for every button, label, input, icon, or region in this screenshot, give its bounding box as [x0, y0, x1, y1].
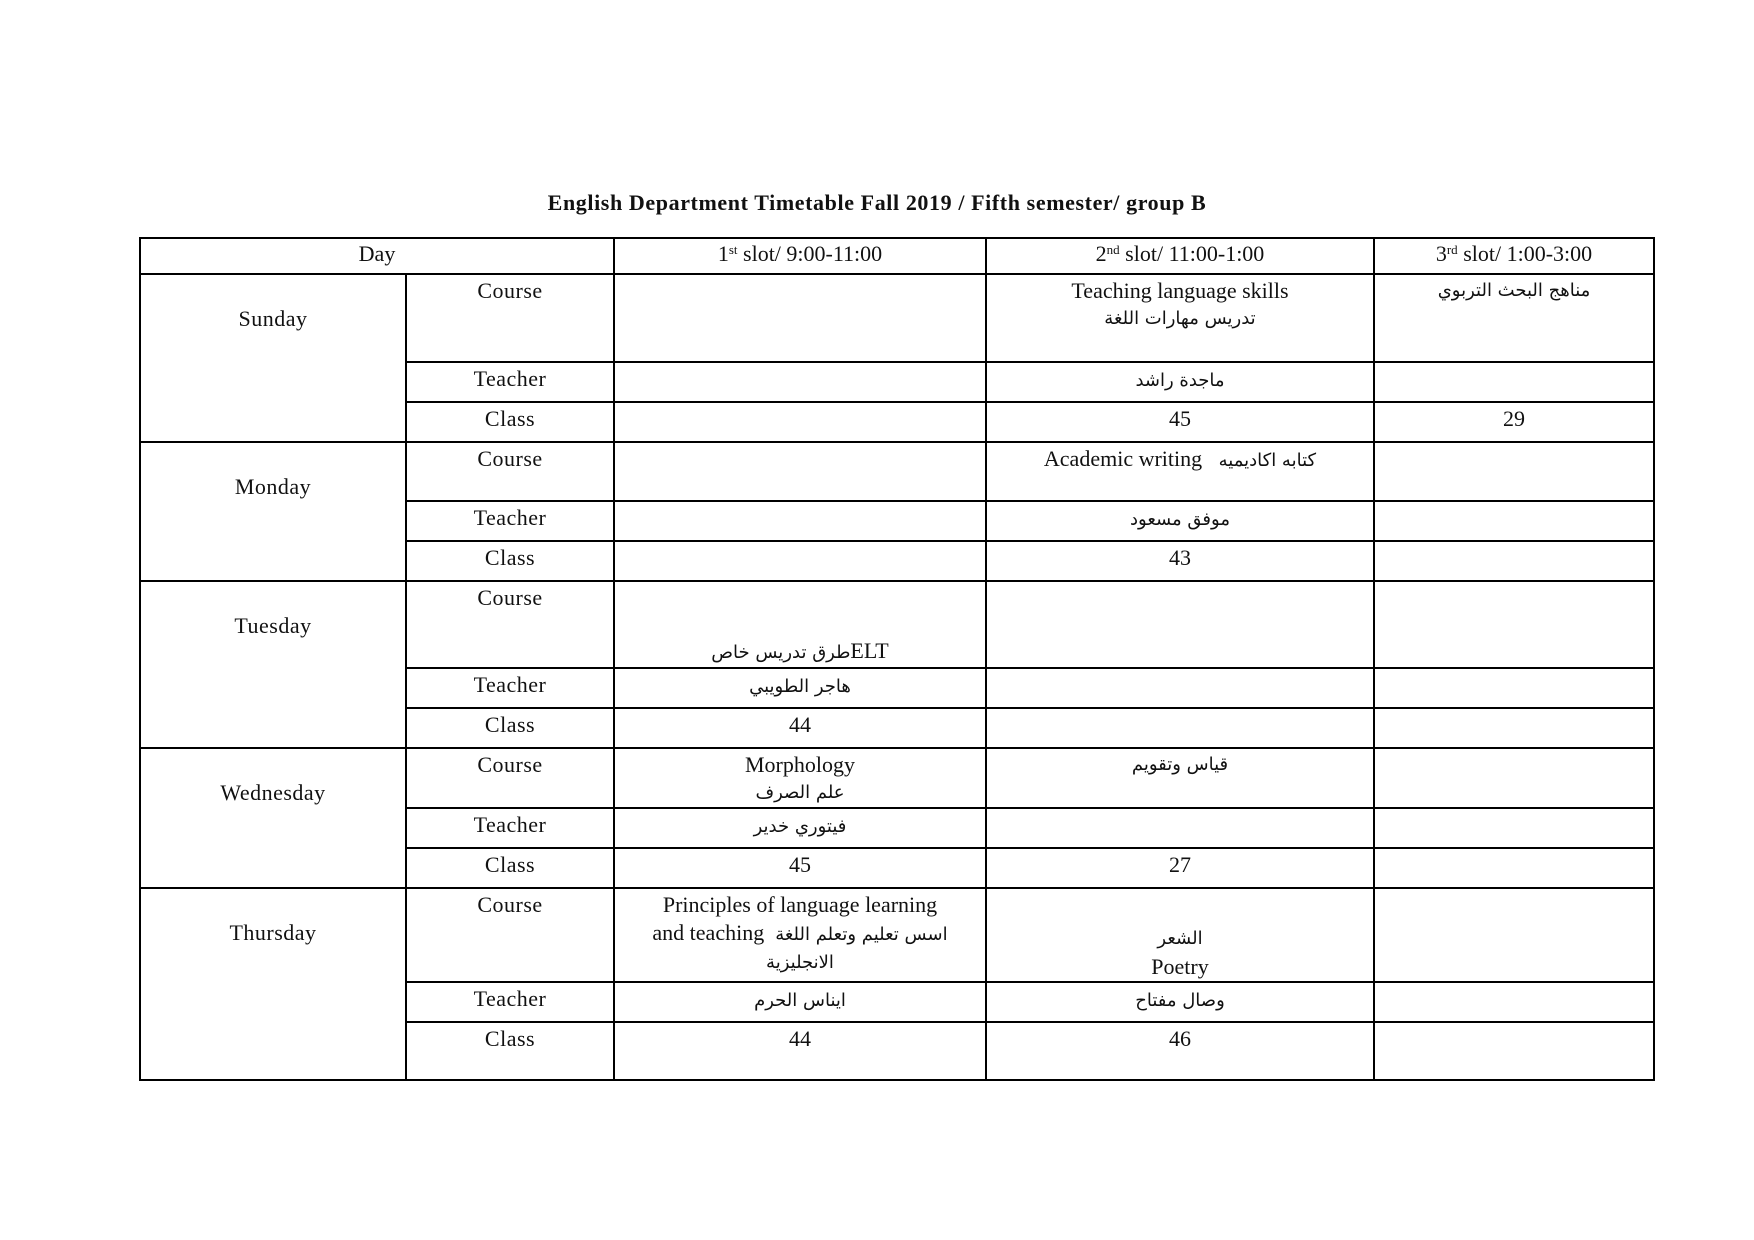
thursday-slot2-course: الشعر Poetry	[986, 888, 1374, 982]
header-slot-1: 1st slot/ 9:00-11:00	[614, 238, 986, 274]
header-day: Day	[140, 238, 614, 274]
monday-slot2-class: 43	[986, 541, 1374, 581]
monday-slot3-teacher	[1374, 501, 1654, 541]
wednesday-slot3-course	[1374, 748, 1654, 808]
wednesday-course-row	[140, 748, 1654, 808]
wednesday-slot3-teacher	[1374, 808, 1654, 848]
sunday-slot2-course: Teaching language skills تدريس مهارات اللغة	[986, 274, 1374, 362]
monday-slot1-teacher	[614, 501, 986, 541]
wednesday-slot2-class: 27	[986, 848, 1374, 888]
tuesday-slot3-course	[1374, 581, 1654, 668]
thursday-slot1-class: 44	[614, 1022, 986, 1080]
wednesday-slot1-teacher: فيتوري خدير	[614, 808, 986, 848]
header-row	[140, 238, 1654, 274]
label-class: Class	[406, 708, 614, 748]
monday-slot1-class	[614, 541, 986, 581]
label-course: Course	[406, 581, 614, 668]
sunday-slot2-teacher: ماجدة راشد	[986, 362, 1374, 402]
tuesday-slot2-teacher	[986, 668, 1374, 708]
thursday-slot2-teacher: وصال مفتاح	[986, 982, 1374, 1022]
sunday-slot3-class: 29	[1374, 402, 1654, 442]
sunday-course-row	[140, 274, 1654, 362]
day-wednesday: Wednesday	[140, 748, 406, 888]
day-monday: Monday	[140, 442, 406, 581]
monday-slot3-course	[1374, 442, 1654, 501]
timetable	[139, 237, 1655, 1081]
tuesday-slot2-course	[986, 581, 1374, 668]
label-course: Course	[406, 748, 614, 808]
header-slot-3: 3rd slot/ 1:00-3:00	[1374, 238, 1654, 274]
label-teacher: Teacher	[406, 668, 614, 708]
label-class: Class	[406, 848, 614, 888]
page-title: English Department Timetable Fall 2019 / Fifth semester/ group B	[547, 190, 1207, 215]
wednesday-slot3-class	[1374, 848, 1654, 888]
monday-slot1-course	[614, 442, 986, 501]
wednesday-slot1-course: Morphology علم الصرف	[614, 748, 986, 808]
label-teacher: Teacher	[406, 501, 614, 541]
sunday-slot2-class: 45	[986, 402, 1374, 442]
tuesday-course-row	[140, 581, 1654, 668]
label-teacher: Teacher	[406, 808, 614, 848]
day-thursday: Thursday	[140, 888, 406, 1080]
sunday-slot3-teacher	[1374, 362, 1654, 402]
thursday-slot3-course	[1374, 888, 1654, 982]
tuesday-slot3-teacher	[1374, 668, 1654, 708]
monday-slot2-teacher: موفق مسعود	[986, 501, 1374, 541]
label-course: Course	[406, 888, 614, 982]
monday-slot3-class	[1374, 541, 1654, 581]
wednesday-slot1-class: 45	[614, 848, 986, 888]
label-course: Course	[406, 442, 614, 501]
sunday-slot1-class	[614, 402, 986, 442]
header-slot-2: 2nd slot/ 11:00-1:00	[986, 238, 1374, 274]
label-class: Class	[406, 1022, 614, 1080]
thursday-slot1-teacher: ايناس الحرم	[614, 982, 986, 1022]
thursday-course-row	[140, 888, 1654, 982]
thursday-slot3-class	[1374, 1022, 1654, 1080]
wednesday-slot2-course: قياس وتقويم	[986, 748, 1374, 808]
day-tuesday: Tuesday	[140, 581, 406, 748]
label-class: Class	[406, 402, 614, 442]
thursday-slot1-course: Principles of language learning and teaching اسس تعليم وتعلم اللغة الانجليزية	[614, 888, 986, 982]
label-teacher: Teacher	[406, 362, 614, 402]
thursday-slot2-class: 46	[986, 1022, 1374, 1080]
sunday-slot3-course: مناهج البحث التربوي	[1374, 274, 1654, 362]
monday-slot2-course: Academic writing كتابه اكاديميه	[986, 442, 1374, 501]
sunday-slot1-teacher	[614, 362, 986, 402]
sunday-slot1-course	[614, 274, 986, 362]
tuesday-slot2-class	[986, 708, 1374, 748]
tuesday-slot1-teacher: هاجر الطويبي	[614, 668, 986, 708]
tuesday-slot1-course: طرق تدريس خاصELT	[614, 581, 986, 668]
tuesday-slot1-class: 44	[614, 708, 986, 748]
day-sunday: Sunday	[140, 274, 406, 442]
label-class: Class	[406, 541, 614, 581]
wednesday-slot2-teacher	[986, 808, 1374, 848]
tuesday-slot3-class	[1374, 708, 1654, 748]
label-course: Course	[406, 274, 614, 362]
monday-course-row	[140, 442, 1654, 501]
label-teacher: Teacher	[406, 982, 614, 1022]
thursday-slot3-teacher	[1374, 982, 1654, 1022]
